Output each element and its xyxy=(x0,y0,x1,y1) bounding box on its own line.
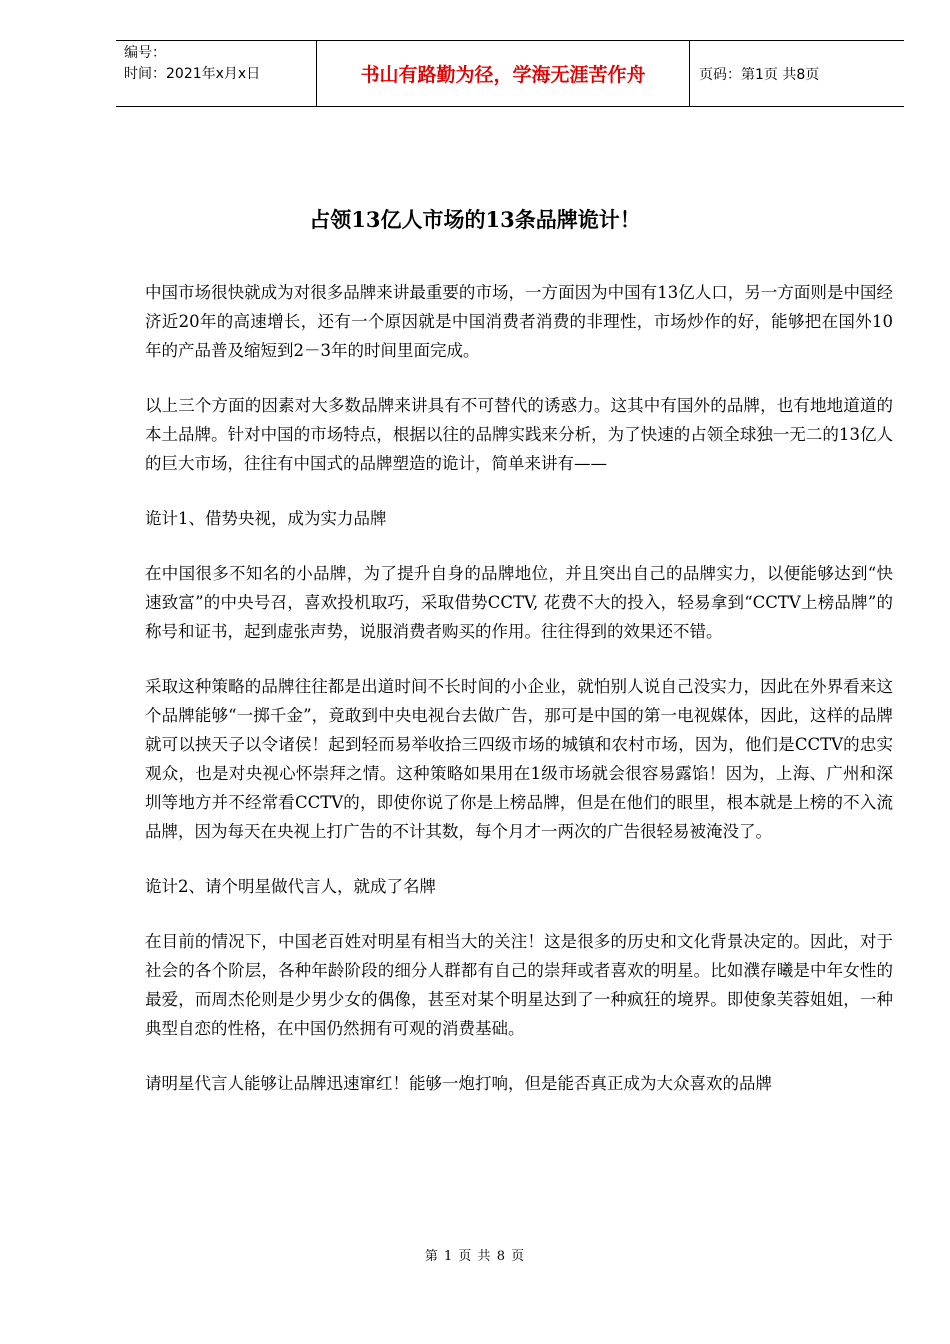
header-meta-cell xyxy=(116,41,316,106)
paragraph: 以上三个方面的因素对大多数品牌来讲具有不可替代的诱惑力。这其中有国外的品牌，也有地地道道的本土品牌。针对中国的市场特点，根据以往的品牌实践来分析，为了快速的占领全球独一无二的13亿人的巨大市场，往往有中国式的品牌塑造的诡计，简单来讲有—— xyxy=(145,396,893,473)
document-title: 占领13亿人市场的13条品牌诡计！ xyxy=(309,207,641,232)
paragraph: 在目前的情况下，中国老百姓对明星有相当大的关注！这是很多的历史和文化背景决定的。因此，对于社会的各个阶层，各种年龄阶段的细分人群都有自己的崇拜或者喜欢的明星。比如濮存曦是中年女性的最爱，而周杰伦则是少男少女的偶像，甚至对某个明星达到了一种疯狂的境界。即使象芙蓉姐姐，一种典型自恋的性格，在中国仍然拥有可观的消费基础。 xyxy=(145,932,893,1038)
paragraph: 采取这种策略的品牌往往都是出道时间不长时间的小企业，就怕别人说自己没实力，因此在外界看来这个品牌能够“一掷千金”，竟敢到中央电视台去做广告，那可是中国的第一电视媒体，因此，这样的品牌就可以挟天子以令诸侯！起到轻而易举收拾三四级市场的城镇和农村市场，因为，他们是CCTV的忠实观众，也是对央视心怀崇拜之情。这种策略如果用在1级市场就会很容易露馅！因为，上海、广州和深圳等地方并不经常看CCTV的，即使你说了你是上榜品牌，但是在他们的眼里，根本就是上榜的不入流品牌，因为每天在央视上打广告的不计其数，每个月才一两次的广告很轻易被淹没了。 xyxy=(145,677,893,841)
header-date-label: 时间：2021年x月x日 xyxy=(124,66,261,82)
section-heading: 诡计1、借势央视，成为实力品牌 xyxy=(145,509,387,528)
header-table xyxy=(116,40,904,107)
section-heading: 诡计2、请个明星做代言人，就成了名牌 xyxy=(145,877,436,896)
header-code-label: 编号： xyxy=(124,45,166,61)
header-motto: 书山有路勤为径，学海无涯苦作舟 xyxy=(316,41,690,106)
page-footer: 第 1 页 共 8 页 xyxy=(424,1249,526,1264)
paragraph: 中国市场很快就成为对很多品牌来讲最重要的市场，一方面因为中国有13亿人口，另一方面则是中国经济近20年的高速增长，还有一个原因就是中国消费者消费的非理性，市场炒作的好，能够把在国外10年的产品普及缩短到2－3年的时间里面完成。 xyxy=(145,283,893,360)
paragraph: 在中国很多不知名的小品牌，为了提升自身的品牌地位，并且突出自己的品牌实力，以便能够达到“快速致富”的中央号召，喜欢投机取巧，采取借势CCTV, 花费不大的投入，轻易拿到“CCTV上榜品牌”的称号和证书，起到虚张声势，说服消费者购买的作用。往往得到的效果还不错。 xyxy=(145,564,893,641)
header-page-label: 页码：第1页 共8页 xyxy=(699,66,820,83)
document-body xyxy=(145,278,893,1124)
paragraph: 请明星代言人能够让品牌迅速窜红！能够一炮打响，但是能否真正成为大众喜欢的品牌 xyxy=(145,1074,772,1093)
